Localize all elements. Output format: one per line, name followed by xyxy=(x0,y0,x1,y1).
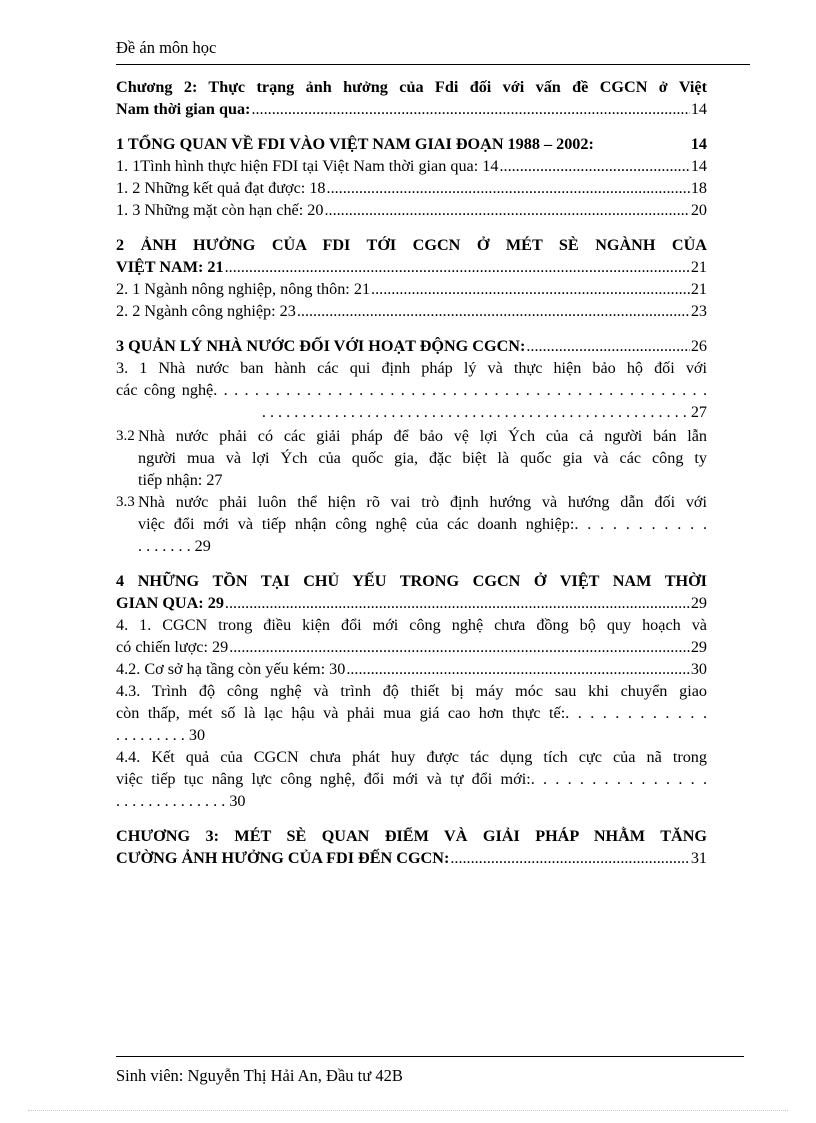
toc-section-2[interactable]: 2 ẢNH HƯỞNG CỦA FDI TỚI CGCN Ở MÉT SÈ NGÀNH CỦA xyxy=(116,236,707,254)
toc-section-4-3-line3[interactable]: . . . . . . . . . 30 xyxy=(116,726,206,744)
toc-section-4-3-line2[interactable]: còn thấp, mét số là lạc hậu và phải mua giá cao hơn thực tế:. . . . . . . . . . . . xyxy=(116,704,707,722)
toc-section-4-2[interactable]: 4.2. Cơ sở hạ tầng còn yếu kém: 30 ..... 30 xyxy=(116,658,707,680)
toc-section-4-4-line3[interactable]: . . . . . . . . . . . . . . 30 xyxy=(116,792,246,810)
toc-ch2-line2[interactable]: Nam thời gian qua: ..... 14 xyxy=(116,98,707,120)
toc-chapter-3-line2[interactable]: CƯỜNG ẢNH HƯỞNG CỦA FDI ĐẾN CGCN: ..... 31 xyxy=(116,847,707,869)
toc-section-4-3[interactable]: 4.3. Trình độ công nghệ và trình độ thiết bị máy móc sau khi chuyển giao xyxy=(116,682,707,700)
toc-section-3-1-line2[interactable]: các công nghệ. . . . . . . . . . . . . . . . . . . . . . . . . . . . . . . . . . . . . . . . . . . . . . . . xyxy=(116,381,707,399)
toc-section-3-1-line3[interactable]: . . . . . . . . . . . . . . . . . . . . . . . . . . . . . . . . . . . . . . . . . . . . . . . . . . . . . 27 xyxy=(261,403,707,421)
toc-section-1-1[interactable]: 1. 1Tình hình thực hiện FDI tại Việt Nam thời gian qua: 14 ..... 14 xyxy=(116,155,707,177)
toc-section-2-1[interactable]: 2. 1 Ngành nông nghiệp, nông thôn: 21 ..... 21 xyxy=(116,278,707,300)
toc-section-4-line2[interactable]: GIAN QUA: 29 ..... 29 xyxy=(116,592,707,614)
toc-section-3-3[interactable]: 3.3 Nhà nước phải luôn thể hiện rõ vai trò định hướng và hướng dẫn đối với việc đổi mới và tiếp nhận công nghệ của các doanh nghiệp:. . . . . . . . . . . . . . . . . . 29 xyxy=(116,493,707,555)
page-edge-dots xyxy=(28,1110,788,1111)
page-header: Đề án môn học xyxy=(116,38,217,57)
table-of-contents xyxy=(116,76,707,869)
footer-rule xyxy=(116,1056,744,1057)
toc-section-4[interactable]: 4 NHỮNG TỒN TẠI CHỦ YẾU TRONG CGCN Ở VIỆT NAM THỜI xyxy=(116,572,707,590)
toc-section-1-3[interactable]: 1. 3 Những mặt còn hạn chế: 20 ..... 20 xyxy=(116,199,707,221)
page-footer: Sinh viên: Nguyễn Thị Hải An, Đầu tư 42B xyxy=(116,1066,403,1085)
toc-section-1-2[interactable]: 1. 2 Những kết quả đạt được: 18 ..... 18 xyxy=(116,177,707,199)
toc-chapter-3[interactable]: CHƯƠNG 3: MÉT SÈ QUAN ĐIỂM VÀ GIẢI PHÁP NHẰM TĂNG xyxy=(116,827,707,845)
toc-section-4-1[interactable]: 4. 1. CGCN trong điều kiện đổi mới công nghệ chưa đồng bộ quy hoạch và xyxy=(116,616,707,634)
toc-section-4-4-line2[interactable]: việc tiếp tục nâng lực công nghệ, đổi mới và tự đổi mới:. . . . . . . . . . . . . . . xyxy=(116,770,707,788)
toc-section-4-4[interactable]: 4.4. Kết quả của CGCN chưa phát huy được tác dụng tích cực của nã trong xyxy=(116,748,707,766)
toc-section-2-2[interactable]: 2. 2 Ngành công nghiệp: 23 ..... 23 xyxy=(116,300,707,322)
toc-section-4-1-line2[interactable]: có chiến lược: 29 ..... 29 xyxy=(116,636,707,658)
toc-ch2-title[interactable]: Chương 2: Thực trạng ảnh hưởng của Fdi đối với vấn đề CGCN ở Việt xyxy=(116,78,707,96)
toc-section-2-line2[interactable]: VIỆT NAM: 21 ..... 21 xyxy=(116,256,707,278)
toc-section-3-2[interactable]: 3.2 Nhà nước phải có các giải pháp để bảo vệ lợi Ých của cả người bán lẫn người mua và lợi Ých của quốc gia, đặc biệt là quốc gia và các công ty tiếp nhận: 27 xyxy=(116,427,707,489)
toc-page-number: 14 xyxy=(690,100,707,118)
header-rule xyxy=(116,64,750,65)
toc-section-3[interactable]: 3 QUẢN LÝ NHÀ NƯỚC ĐỐI VỚI HOẠT ĐỘNG CGCN: ..... 26 xyxy=(116,335,707,357)
toc-section-1[interactable]: 1 TỔNG QUAN VỀ FDI VÀO VIỆT NAM GIAI ĐOẠN 1988 – 2002: 14 xyxy=(116,135,707,153)
toc-section-3-1[interactable]: 3. 1 Nhà nước ban hành các qui định pháp lý và thực hiện bảo hộ đối với xyxy=(116,359,707,377)
